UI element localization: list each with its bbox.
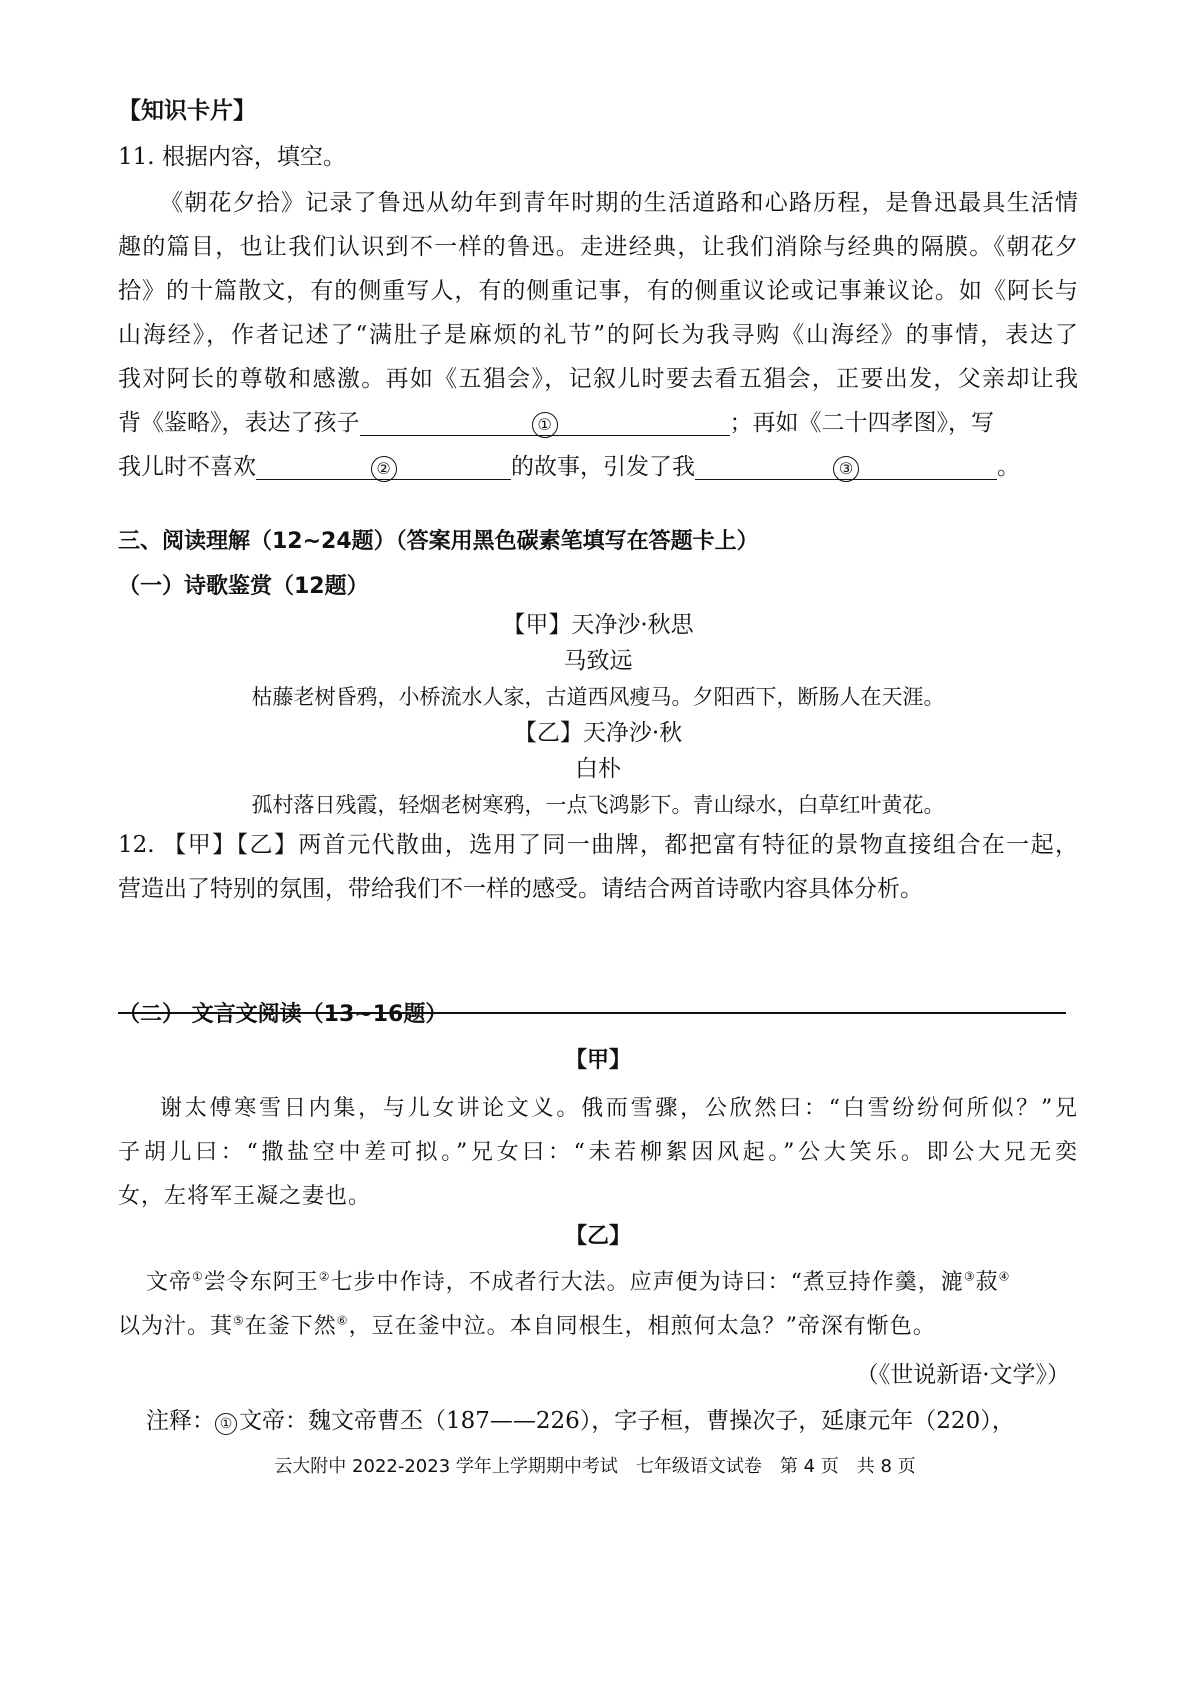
blank-3-marker: ③ <box>833 456 859 482</box>
q11-text-7b: 的故事，引发了我 <box>511 454 695 480</box>
classical-yi-line-2 <box>118 1312 1078 1342</box>
poem-yi-author: 白朴 <box>575 756 621 782</box>
yi-text-d: 菽 <box>975 1270 999 1295</box>
yi-text-c: 七步中作诗，不成者行大法。应声便为诗曰：“煮豆持作羹，漉 <box>330 1270 964 1295</box>
poem-jia-author: 马致远 <box>563 648 633 674</box>
page-footer: 云大附中 2022-2023 学年上学期期中考试 七年级语文试卷 第 4 页 共 8 页 <box>274 1456 916 1477</box>
note-mark-4: ④ <box>998 1269 1011 1284</box>
classical-yi-line-1 <box>146 1268 1078 1298</box>
classical-jia-label: 【甲】 <box>564 1048 631 1073</box>
annotation-text: 文帝：魏文帝曹丕（187——226），字子桓，曹操次子，延康元年（220）， <box>239 1408 1015 1434</box>
yi-text-a: 文帝 <box>146 1270 193 1295</box>
poetry-subsection-title: （一）诗歌鉴赏（12题） <box>118 574 369 599</box>
blank-2-marker: ② <box>371 456 397 482</box>
blank-3[interactable] <box>695 452 997 480</box>
note-mark-3: ③ <box>963 1269 976 1284</box>
q11-text-6b: ；再如《二十四孝图》，写 <box>729 410 994 436</box>
q11-paragraph-line-2: 趣的篇目，也让我们认识到不一样的鲁迅。走进经典，让我们消除与经典的隔膜。《朝花夕 <box>118 234 1078 260</box>
poem-yi-title: 【乙】天净沙·秋 <box>513 720 683 746</box>
poem-jia-title: 【甲】天净沙·秋思 <box>502 612 694 638</box>
annotation-label: 注释： <box>146 1408 215 1434</box>
yi-text-e: 以为汁。萁 <box>118 1314 234 1339</box>
poem-jia-text: 枯藤老树昏鸦，小桥流水人家，古道西风瘦马。夕阳西下，断肠人在天涯。 <box>251 685 945 709</box>
classical-source: （《世说新语·文学》） <box>855 1362 1070 1388</box>
classical-jia-line-1: 谢太傅寒雪日内集，与儿女讲论文义。俄而雪骤，公欣然曰：“白雪纷纷何所似？”兄 <box>160 1096 1078 1121</box>
annotation-line <box>146 1406 1078 1436</box>
blank-1[interactable] <box>360 408 730 436</box>
blank-2[interactable] <box>256 452 511 480</box>
classical-subsection-title: （二） 文言文阅读（13~16题） <box>118 1002 448 1027</box>
yi-text-b: 尝令东阿王 <box>203 1270 319 1295</box>
annotation-number: ① <box>215 1413 237 1435</box>
q11-text-6a: 背《鉴略》，表达了孩子 <box>118 410 360 436</box>
note-mark-1: ① <box>192 1269 204 1284</box>
knowledge-card-heading: 【知识卡片】 <box>118 98 256 124</box>
q11-text-7a: 我儿时不喜欢 <box>118 454 256 480</box>
q11-paragraph-line-4: 山海经》，作者记述了“满肚子是麻烦的礼节”的阿长为我寻购《山海经》的事情，表达了 <box>118 322 1078 348</box>
classical-jia-line-3: 女，左将军王凝之妻也。 <box>118 1184 372 1209</box>
note-mark-5: ⑤ <box>233 1313 245 1328</box>
question-11-title: 11. 根据内容，填空。 <box>118 144 346 170</box>
q11-paragraph-line-5: 我对阿长的尊敬和感激。再如《五猖会》，记叙儿时要去看五猖会，正要出发，父亲却让我 <box>118 366 1078 392</box>
q11-paragraph-line-1: 《朝花夕拾》记录了鲁迅从幼年到青年时期的生活道路和心路历程，是鲁迅最具生活情 <box>160 190 1078 216</box>
question-12-line-1: 12. 【甲】【乙】两首元代散曲，选用了同一曲牌，都把富有特征的景物直接组合在一起， <box>118 832 1078 858</box>
question-12-line-2: 营造出了特别的氛围，带给我们不一样的感受。请结合两首诗歌内容具体分析。 <box>118 876 923 902</box>
yi-text-g: ，豆在釜中泣。本自同根生，相煎何太急？”帝深有惭色。 <box>348 1314 936 1339</box>
blank-1-marker: ① <box>532 412 558 438</box>
note-mark-2: ② <box>318 1269 331 1284</box>
poem-yi-text: 孤村落日残霞，轻烟老树寒鸦，一点飞鸿影下。青山绿水，白草红叶黄花。 <box>251 793 945 817</box>
section-3-title: 三、阅读理解（12~24题）（答案用黑色碳素笔填写在答题卡上） <box>118 529 759 554</box>
q11-paragraph-line-6 <box>118 408 1078 438</box>
note-mark-6: ⑥ <box>336 1313 349 1328</box>
classical-jia-line-2: 子胡儿曰：“撒盐空中差可拟。”兄女曰：“未若柳絮因风起。”公大笑乐。即公大兄无奕 <box>118 1140 1078 1165</box>
yi-text-f: 在釜下然 <box>244 1314 337 1339</box>
q11-text-7c: 。 <box>997 454 1020 480</box>
q11-paragraph-line-3: 拾》的十篇散文，有的侧重写人，有的侧重记事，有的侧重议论或记事兼议论。如《阿长与 <box>118 278 1078 304</box>
q11-paragraph-line-7 <box>118 452 1078 482</box>
classical-yi-label: 【乙】 <box>564 1224 631 1249</box>
